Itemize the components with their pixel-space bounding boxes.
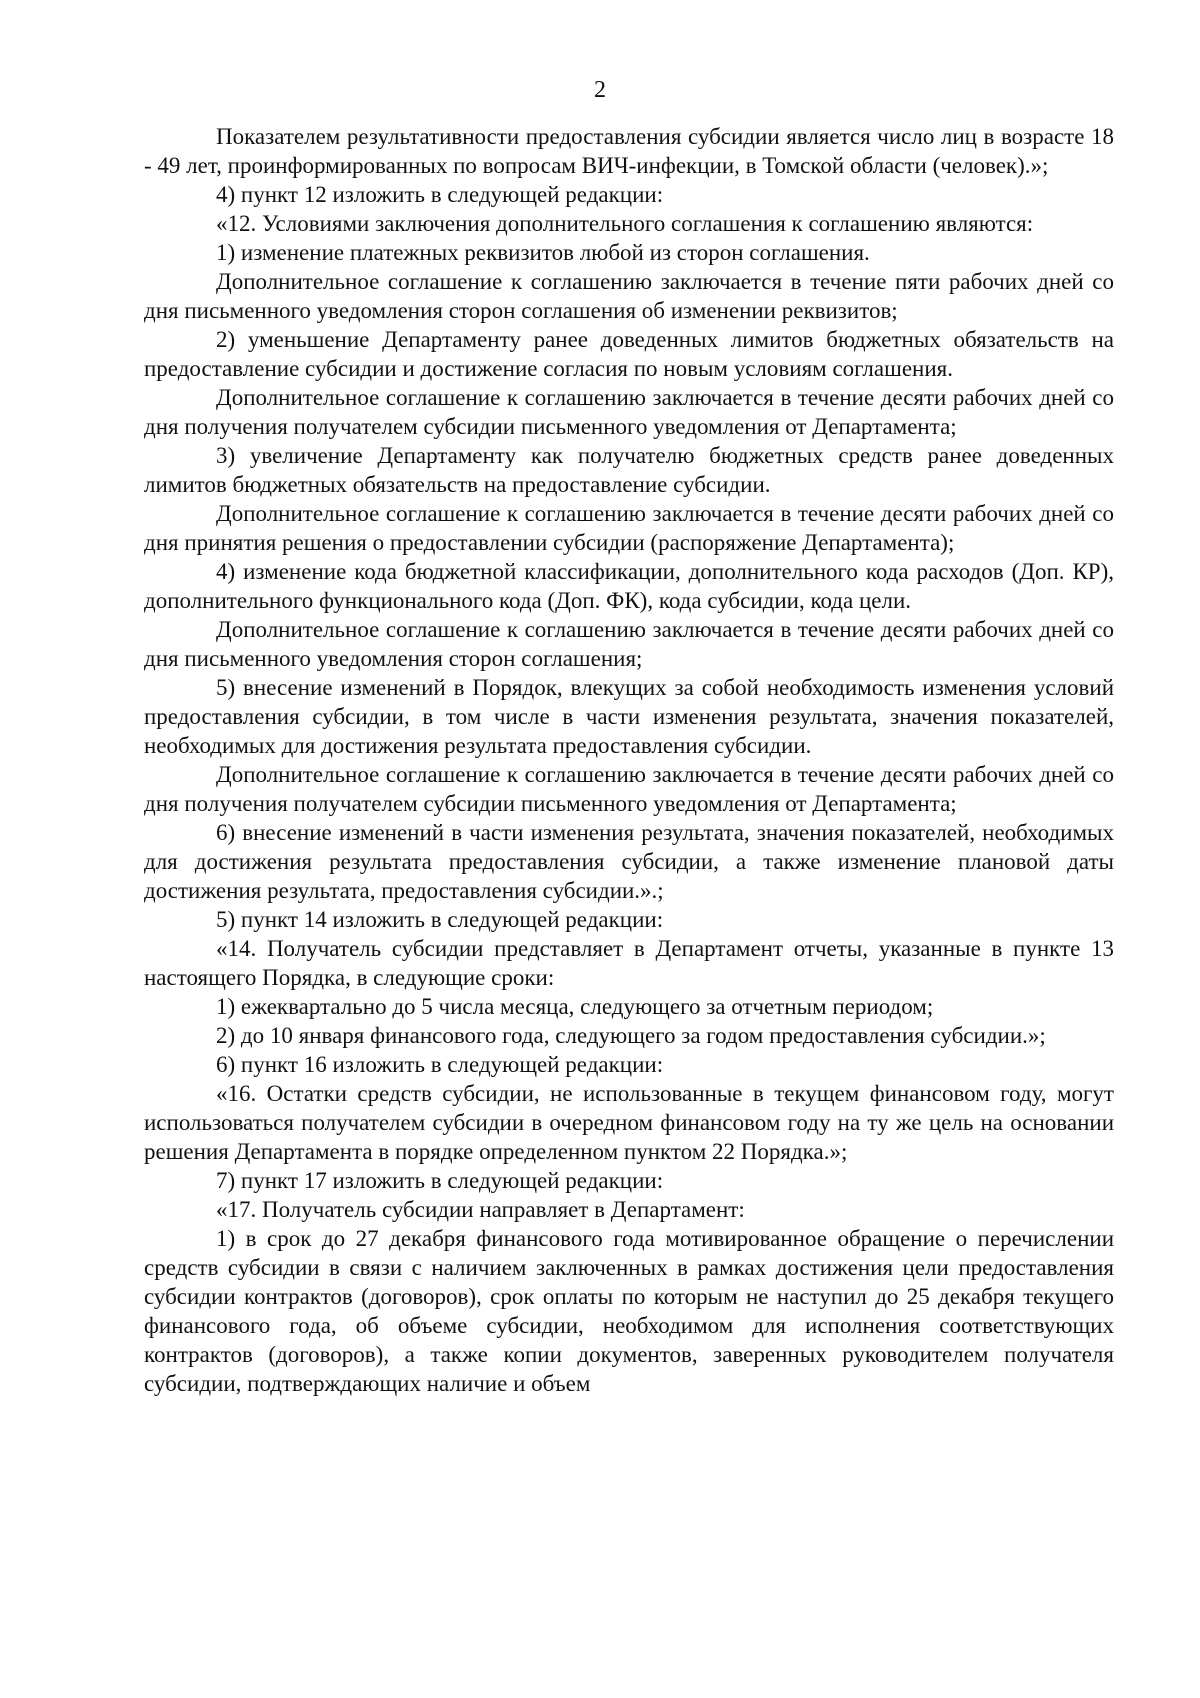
body-text [144, 122, 1114, 1398]
paragraph: 1) в срок до 27 декабря финансового года мотивированное обращение о перечислении средств субсидии в связи с наличием заключенных в рамках достижения цели предоставления субсидии контрактов (договоров), срок оплаты по которым не наступил до 25 декабря текущего финансового года, об объеме субсидии, необходимом для исполнения соответствующих контрактов (договоров), а также копии документов, заверенных руководителем получателя субсидии, подтверждающих наличие и объем [144, 1226, 1114, 1396]
paragraph: «16. Остатки средств субсидии, не использованные в текущем финансовом году, могут использоваться получателем субсидии в очередном финансовом году на ту же цель на основании решения Департамента в порядке определенном пунктом 22 Порядка.»; [144, 1081, 1114, 1164]
paragraph: 5) пункт 14 изложить в следующей редакции: [216, 907, 664, 932]
paragraph: Дополнительное соглашение к соглашению заключается в течение десяти рабочих дней со дня получения получателем субсидии письменного уведомления от Департамента; [144, 762, 1114, 816]
paragraph: 5) внесение изменений в Порядок, влекущих за собой необходимость изменения условий предоставления субсидии, в том числе в части изменения результата, значения показателей, необходимых для достижения результата предоставления субсидии. [144, 675, 1114, 758]
paragraph: 4) изменение кода бюджетной классификации, дополнительного кода расходов (Доп. КР), дополнительного функционального кода (Доп. ФК), кода субсидии, кода цели. [144, 559, 1114, 613]
paragraph: 7) пункт 17 изложить в следующей редакции: [216, 1168, 664, 1193]
paragraph: Дополнительное соглашение к соглашению заключается в течение пяти рабочих дней со дня письменного уведомления сторон соглашения об изменении реквизитов; [144, 269, 1114, 323]
paragraph: «12. Условиями заключения дополнительного соглашения к соглашению являются: [216, 211, 1034, 236]
paragraph: 4) пункт 12 изложить в следующей редакции: [216, 182, 664, 207]
paragraph: 6) внесение изменений в части изменения результата, значения показателей, необходимых для достижения результата предоставления субсидии, а также изменение плановой даты достижения результата, предоставления субсидии.».; [144, 820, 1114, 903]
paragraph: «14. Получатель субсидии представляет в Департамент отчеты, указанные в пункте 13 настоящего Порядка, в следующие сроки: [144, 936, 1114, 990]
paragraph: 2) до 10 января финансового года, следующего за годом предоставления субсидии.»; [216, 1023, 1046, 1048]
paragraph: 1) изменение платежных реквизитов любой из сторон соглашения. [216, 240, 870, 265]
paragraph: Дополнительное соглашение к соглашению заключается в течение десяти рабочих дней со дня принятия решения о предоставлении субсидии (распоряжение Департамента); [144, 501, 1114, 555]
page-number: 2 [594, 77, 606, 103]
paragraph: 2) уменьшение Департаменту ранее доведенных лимитов бюджетных обязательств на предоставление субсидии и достижение согласия по новым условиям соглашения. [144, 327, 1114, 381]
paragraph: 3) увеличение Департаменту как получателю бюджетных средств ранее доведенных лимитов бюджетных обязательств на предоставление субсидии. [144, 443, 1114, 497]
paragraph: Дополнительное соглашение к соглашению заключается в течение десяти рабочих дней со дня получения получателем субсидии письменного уведомления от Департамента; [144, 385, 1114, 439]
paragraph: Показателем результативности предоставления субсидии является число лиц в возрасте 18 - 49 лет, проинформированных по вопросам ВИЧ-инфекции, в Томской области (человек).»; [144, 124, 1114, 178]
paragraph: 1) ежеквартально до 5 числа месяца, следующего за отчетным периодом; [216, 994, 934, 1019]
paragraph: «17. Получатель субсидии направляет в Департамент: [216, 1197, 745, 1222]
paragraph: Дополнительное соглашение к соглашению заключается в течение десяти рабочих дней со дня письменного уведомления сторон соглашения; [144, 617, 1114, 671]
paragraph: 6) пункт 16 изложить в следующей редакции: [216, 1052, 664, 1077]
